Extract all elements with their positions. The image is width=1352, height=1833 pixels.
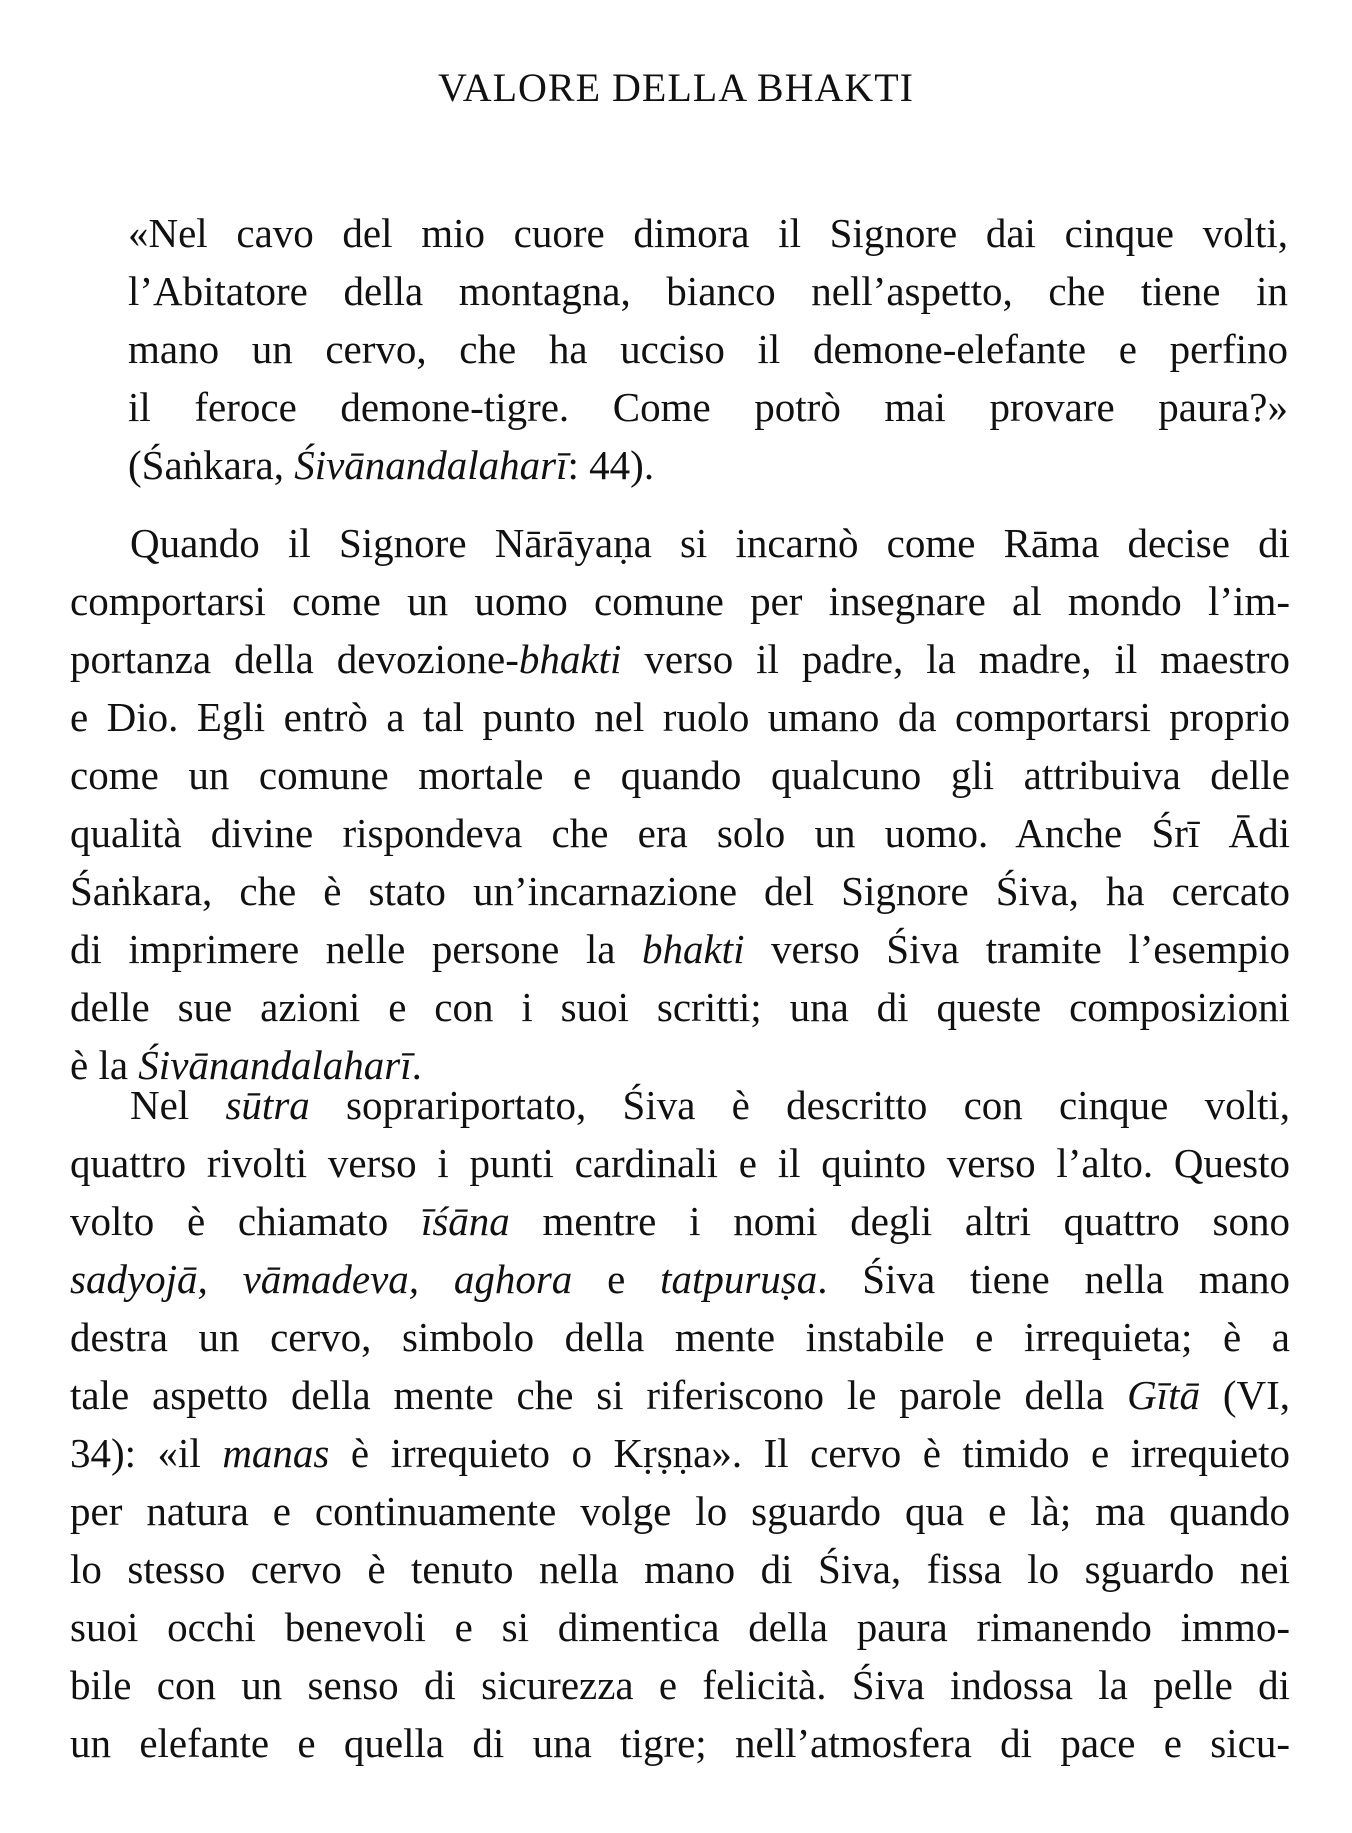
- paragraph-1: [70, 514, 1290, 1094]
- paragraph-line: di imprimere nelle persone la bhakti verso Śiva tramite l’esempio: [70, 926, 1290, 972]
- paragraph-2: [70, 1076, 1290, 1772]
- paragraph-line: come un comune mortale e quando qualcuno gli attribuiva delle: [70, 752, 1290, 798]
- paragraph-line: tale aspetto della mente che si riferiscono le parole della Gītā (VI,: [70, 1372, 1290, 1418]
- quote-line: l’Abitatore della montagna, bianco nell’aspetto, che tiene in: [128, 268, 1288, 314]
- paragraph-line: Śaṅkara, che è stato un’incarnazione del Signore Śiva, ha cercato: [70, 868, 1290, 914]
- paragraph-line: destra un cervo, simbolo della mente instabile e irrequieta; è a: [70, 1314, 1290, 1360]
- paragraph-line: 34): «il manas è irrequieto o Kṛṣṇa». Il cervo è timido e irrequieto: [70, 1430, 1291, 1476]
- epigraph-quote: [128, 204, 1288, 494]
- paragraph-line: è la Śivānandalaharī.: [70, 1042, 422, 1088]
- paragraph-line: comportarsi come un uomo comune per insegnare al mondo l’im-: [70, 578, 1290, 624]
- running-head: VALORE DELLA BHAKTI: [437, 65, 914, 110]
- paragraph-line: sadyojā, vāmadeva, aghora e tatpuruṣa. Śiva tiene nella mano: [70, 1256, 1290, 1302]
- paragraph-line: suoi occhi benevoli e si dimentica della paura rimanendo immo-: [70, 1604, 1290, 1650]
- paragraph-line: Nel sūtra soprariportato, Śiva è descritto con cinque volti,: [130, 1082, 1290, 1128]
- paragraph-line: quattro rivolti verso i punti cardinali e il quinto verso l’alto. Questo: [70, 1140, 1290, 1186]
- quote-citation: (Śaṅkara, Śivānandalaharī: 44).: [128, 442, 655, 488]
- paragraph-line: lo stesso cervo è tenuto nella mano di Śiva, fissa lo sguardo nei: [70, 1546, 1290, 1592]
- paragraph-line: qualità divine rispondeva che era solo un uomo. Anche Śrī Ādi: [70, 810, 1290, 856]
- quote-line: «Nel cavo del mio cuore dimora il Signore dai cinque volti,: [128, 210, 1288, 256]
- paragraph-line: Quando il Signore Nārāyaṇa si incarnò come Rāma decise di: [130, 520, 1290, 566]
- quote-line: il feroce demone-tigre. Come potrò mai provare paura?»: [128, 384, 1288, 430]
- paragraph-line: bile con un senso di sicurezza e felicità. Śiva indossa la pelle di: [70, 1662, 1290, 1708]
- paragraph-line: volto è chiamato īśāna mentre i nomi degli altri quattro sono: [70, 1198, 1290, 1244]
- quote-line: mano un cervo, che ha ucciso il demone-elefante e perfino: [128, 326, 1288, 372]
- paragraph-line: delle sue azioni e con i suoi scritti; una di queste composizioni: [70, 984, 1290, 1030]
- paragraph-line: per natura e continuamente volge lo sguardo qua e là; ma quando: [70, 1488, 1290, 1534]
- paragraph-line: un elefante e quella di una tigre; nell’atmosfera di pace e sicu-: [70, 1720, 1290, 1766]
- paragraph-line: portanza della devozione-bhakti verso il padre, la madre, il maestro: [70, 636, 1290, 682]
- paragraph-line: e Dio. Egli entrò a tal punto nel ruolo umano da comportarsi proprio: [70, 694, 1290, 740]
